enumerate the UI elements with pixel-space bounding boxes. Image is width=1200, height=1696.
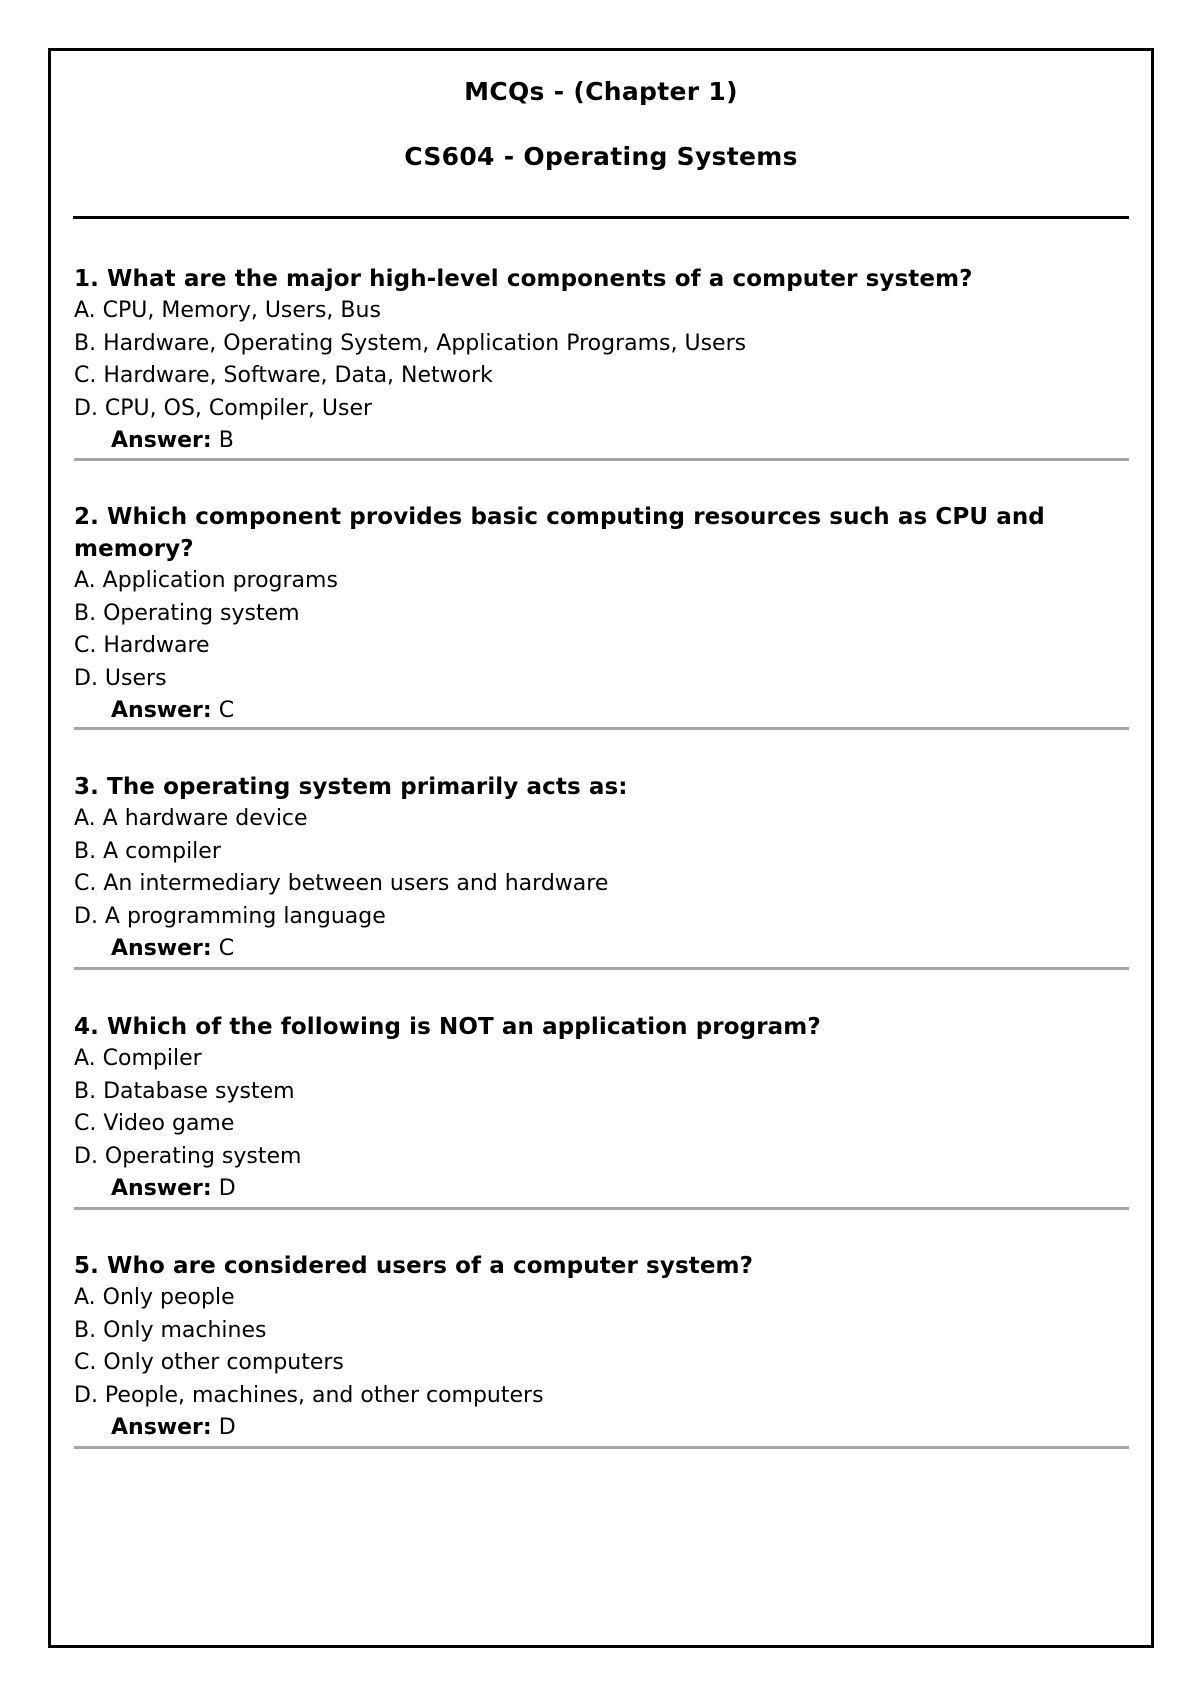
option-d: D. People, machines, and other computers [74, 1382, 544, 1408]
option-c: C. Only other computers [74, 1350, 344, 1375]
question-divider [74, 1446, 1129, 1449]
answer-label: Answer: [111, 936, 212, 961]
answer-line [111, 1173, 1129, 1206]
option-d: D. CPU, OS, Compiler, User [74, 395, 373, 421]
option-d: D. A programming language [74, 903, 386, 929]
option-c: C. An intermediary between users and hardware [74, 871, 609, 896]
answer-value: D [218, 1176, 236, 1201]
page-border [48, 48, 1154, 1648]
answer-value: C [218, 936, 235, 961]
option-c: C. Hardware [74, 633, 210, 658]
question-divider [74, 727, 1129, 730]
option-b: B. Hardware, Operating System, Application Programs, Users [74, 330, 747, 356]
page-subtitle: CS604 - Operating Systems [404, 142, 798, 171]
option-b: B. Operating system [74, 600, 300, 626]
option-b: B. Only machines [74, 1317, 267, 1343]
question-divider [74, 458, 1129, 461]
option-a: A. CPU, Memory, Users, Bus [74, 298, 381, 323]
answer-value: C [218, 698, 235, 723]
answer-value: D [218, 1415, 236, 1440]
option-d: D. Users [74, 665, 167, 691]
answer-line [111, 1412, 1129, 1445]
option-a: A. Only people [74, 1285, 235, 1310]
option-b: B. A compiler [74, 838, 221, 864]
answer-label: Answer: [111, 428, 212, 453]
answer-value: B [218, 428, 234, 453]
answer-label: Answer: [111, 1176, 212, 1201]
question-text: 3. The operating system primarily acts as: [74, 774, 628, 800]
option-d: D. Operating system [74, 1143, 302, 1169]
question-item [74, 1250, 1129, 1445]
question-text: 5. Who are considered users of a computer system? [74, 1253, 754, 1279]
option-c: C. Hardware, Software, Data, Network [74, 363, 493, 388]
question-item [74, 771, 1129, 966]
option-a: A. Application programs [74, 568, 338, 593]
question-item [74, 263, 1129, 458]
question-item [74, 501, 1129, 728]
answer-label: Answer: [111, 1415, 212, 1440]
page-title: MCQs - (Chapter 1) [464, 77, 738, 106]
answer-line [111, 933, 1129, 966]
answer-label: Answer: [111, 698, 212, 723]
answer-line [111, 695, 1129, 728]
header-divider [73, 216, 1129, 219]
option-a: A. Compiler [74, 1046, 202, 1071]
question-text: 1. What are the major high-level components of a computer system? [74, 266, 973, 292]
question-divider [74, 967, 1129, 970]
question-divider [74, 1207, 1129, 1210]
question-text: 2. Which component provides basic computing resources such as CPU and memory? [74, 504, 1045, 562]
option-b: B. Database system [74, 1078, 295, 1104]
question-item [74, 1011, 1129, 1206]
option-a: A. A hardware device [74, 806, 308, 831]
answer-line [111, 425, 1129, 458]
question-text: 4. Which of the following is NOT an application program? [74, 1014, 821, 1040]
option-c: C. Video game [74, 1111, 235, 1136]
